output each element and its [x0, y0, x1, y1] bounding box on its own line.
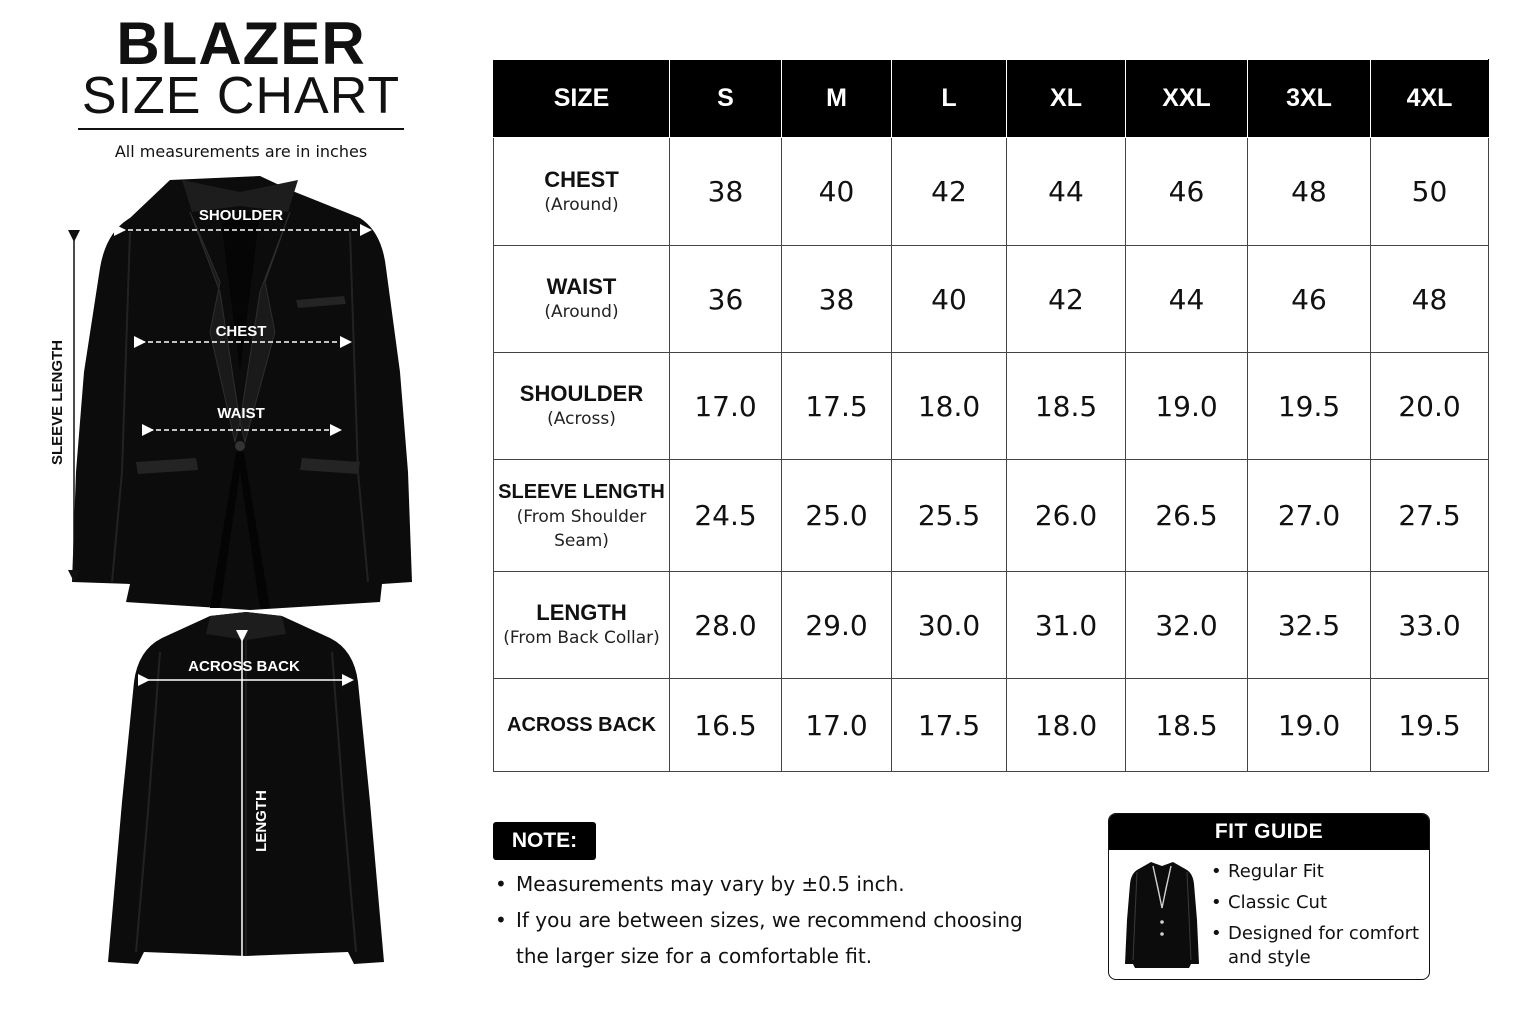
- list-item: • Measurements may vary by ±0.5 inch.: [493, 866, 1053, 902]
- table-cell: 42: [1007, 246, 1126, 353]
- row-header: [494, 679, 670, 772]
- table-cell: 24.5: [670, 460, 782, 572]
- table-cell: 27.5: [1371, 460, 1489, 572]
- table-cell: 19.5: [1371, 679, 1489, 772]
- table-cell: 44: [1126, 246, 1248, 353]
- table-cell: 26.0: [1007, 460, 1126, 572]
- table-cell: 32.0: [1126, 572, 1248, 679]
- fit-guide-list: [1209, 860, 1425, 977]
- row-name: LENGTH: [536, 600, 627, 625]
- size-header-xxl: XXL: [1126, 60, 1248, 138]
- table-cell: 28.0: [670, 572, 782, 679]
- table-cell: 44: [1007, 138, 1126, 246]
- size-header-xl: XL: [1007, 60, 1126, 138]
- table-cell: 18.0: [892, 353, 1007, 460]
- size-header-3xl: 3XL: [1248, 60, 1371, 138]
- size-table: [493, 59, 1489, 772]
- table-cell: 48: [1248, 138, 1371, 246]
- row-name: CHEST: [544, 166, 619, 192]
- table-cell: 20.0: [1371, 353, 1489, 460]
- fit-guide-title: FIT GUIDE: [1109, 814, 1429, 850]
- chest-label: CHEST: [215, 323, 267, 340]
- size-header-4xl: 4XL: [1371, 60, 1489, 138]
- table-cell: 17.5: [892, 679, 1007, 772]
- table-cell: 19.5: [1248, 353, 1371, 460]
- table-cell: 46: [1248, 246, 1371, 353]
- size-header-l: L: [892, 60, 1007, 138]
- table-cell: 38: [782, 246, 892, 353]
- table-cell: 30.0: [892, 572, 1007, 679]
- size-header-row: [494, 60, 1489, 138]
- row-name: ACROSS BACK: [507, 714, 656, 736]
- table-cell: 18.0: [1007, 679, 1126, 772]
- table-cell: 18.5: [1126, 679, 1248, 772]
- size-header-m: M: [782, 60, 892, 138]
- row-sub: (From Shoulder Seam): [516, 506, 647, 551]
- table-row-shoulder: [494, 353, 1489, 460]
- table-cell: 42: [892, 138, 1007, 246]
- row-sub: (From Back Collar): [503, 628, 660, 648]
- blazer-front-figure: [60, 172, 420, 612]
- title-divider: [78, 128, 404, 130]
- table-cell: 32.5: [1248, 572, 1371, 679]
- table-cell: 40: [782, 138, 892, 246]
- row-sub: (Around): [544, 302, 619, 322]
- table-cell: 25.0: [782, 460, 892, 572]
- table-row-length: [494, 572, 1489, 679]
- blazer-front-icon: [60, 172, 420, 612]
- table-row-chest: [494, 138, 1489, 246]
- table-cell: 29.0: [782, 572, 892, 679]
- row-header: [494, 246, 670, 353]
- table-cell: 48: [1371, 246, 1489, 353]
- row-header: [494, 572, 670, 679]
- row-header: [494, 460, 670, 572]
- table-cell: 26.5: [1126, 460, 1248, 572]
- table-cell: 17.5: [782, 353, 892, 460]
- row-name: SHOULDER: [519, 381, 644, 406]
- table-row-across-back: [494, 679, 1489, 772]
- length-label: LENGTH: [253, 790, 270, 852]
- table-cell: 17.0: [670, 353, 782, 460]
- row-header: [494, 353, 670, 460]
- size-header-s: S: [670, 60, 782, 138]
- sleeve-length-arrow-icon: [64, 230, 84, 590]
- fit-guide-box: [1108, 813, 1430, 980]
- table-cell: 36: [670, 246, 782, 353]
- table-cell: 25.5: [892, 460, 1007, 572]
- page-title: BLAZER: [116, 10, 366, 77]
- row-sub: (Around): [544, 194, 619, 215]
- table-cell: 17.0: [782, 679, 892, 772]
- units-note: All measurements are in inches: [114, 142, 368, 161]
- table-row-sleeve-length: [494, 460, 1489, 572]
- table-cell: 40: [892, 246, 1007, 353]
- row-sub: (Across): [547, 409, 616, 429]
- list-item: • Regular Fit: [1209, 860, 1425, 884]
- page-subtitle: SIZE CHART: [81, 67, 401, 125]
- note-label: NOTE:: [493, 822, 596, 860]
- table-cell: 38: [670, 138, 782, 246]
- table-cell: 46: [1126, 138, 1248, 246]
- list-item: • Designed for comfort and style: [1209, 922, 1425, 970]
- list-item: • If you are between sizes, we recommend choosing the larger size for a comfortable fit.: [493, 902, 1053, 974]
- table-cell: 31.0: [1007, 572, 1126, 679]
- waist-label: WAIST: [217, 405, 265, 422]
- table-cell: 16.5: [670, 679, 782, 772]
- table-cell: 19.0: [1248, 679, 1371, 772]
- table-cell: 19.0: [1126, 353, 1248, 460]
- blazer-icon: [1125, 860, 1199, 970]
- table-cell: 27.0: [1248, 460, 1371, 572]
- note-list: [493, 866, 1053, 974]
- table-cell: 33.0: [1371, 572, 1489, 679]
- across-back-label: ACROSS BACK: [188, 658, 300, 675]
- shoulder-label: SHOULDER: [198, 207, 284, 224]
- row-name: WAIST: [546, 274, 617, 299]
- sleeve-length-label: SLEEVE LENGTH: [49, 339, 66, 465]
- table-row-waist: [494, 246, 1489, 353]
- list-item: • Classic Cut: [1209, 891, 1425, 915]
- row-header: [494, 138, 670, 246]
- row-name: SLEEVE LENGTH: [498, 480, 665, 503]
- table-cell: 50: [1371, 138, 1489, 246]
- table-cell: 18.5: [1007, 353, 1126, 460]
- size-header-label: SIZE: [494, 60, 670, 138]
